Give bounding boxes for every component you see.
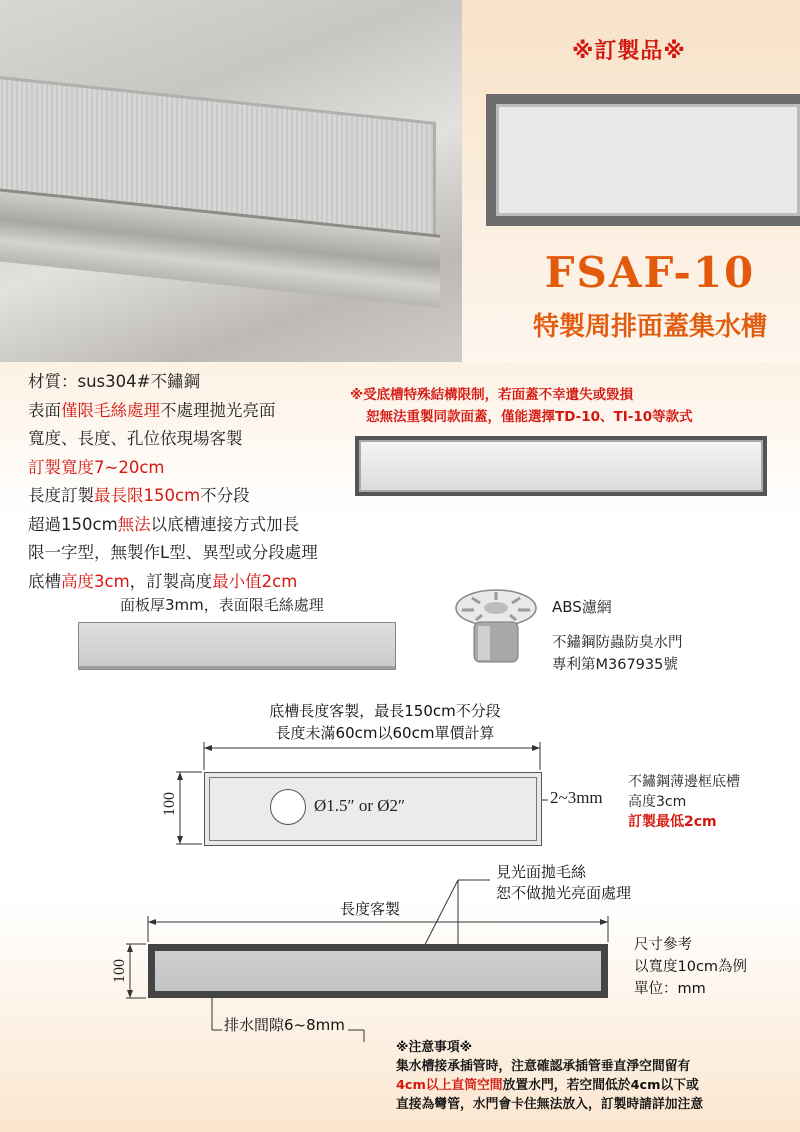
cover-width-label: 100 [111,959,128,983]
warning-note: ※受底槽特殊結構限制，若面蓋不幸遺失或毀損 恕無法重製同款面蓋，僅能選擇TD-10、TI-10等款式 [350,387,693,425]
top-view-photo [486,94,800,226]
model-number: FSAF-10 [544,248,756,297]
spec-extension: 超過150cm無法以底槽連接方式加長 [28,514,300,534]
spec-list [28,368,318,596]
cover-diagram [148,944,608,998]
spec-material: 材質：sus304#不鏽鋼 [28,372,200,391]
drain-hole [270,789,306,825]
spec-shape: 限一字型，無製作L型、異型或分段處理 [28,543,318,562]
drain-gap-label: 排水間隙6~8mm [224,1016,345,1034]
surface-finish-note: 見光面拋毛絲 恕不做拋光亮面處理 [496,863,632,902]
abs-filter-label: ABS濾網 [552,598,612,616]
water-door-patent: 不鏽鋼防蟲防臭水門 專利第M367935號 [552,635,683,673]
product-photo [0,0,462,362]
alternative-cover-image [355,436,767,496]
spec-width: 訂製寬度7~20cm [28,457,165,477]
caution-notes: ※注意事項※ 集水槽接承插管時，注意確認承插管垂直淨空間留有 4cm以上直筒空間放置水門，若空間低於4cm以下或 直接為彎管，水門會卡住無法放入，訂製時請詳加注意 [396,1040,704,1112]
spec-dimensions: 寬度、長度、孔位依現場客製 [28,429,243,448]
size-reference-note: 尺寸參考 以寬度10cm為例 單位：mm [634,937,748,997]
drain-diameter-label: Ø1.5″ or Ø2″ [314,796,406,815]
panel-bar-image [78,622,396,670]
edge-gap-label: 2~3mm [550,788,603,807]
spec-height: 底槽高度3cm，訂製高度最小值2cm [28,571,298,591]
panel-thickness-label: 面板厚3mm，表面限毛絲處理 [120,596,324,614]
width-dimension-label: 100 [161,792,178,816]
filter-strainer-icon [452,586,540,666]
spec-length: 長度訂製最長限150cm不分段 [28,486,250,505]
custom-length-label: 長度客製 [340,900,401,918]
custom-order-tag: ※訂製品※ [572,39,686,64]
product-subtitle: 特製周排面蓋集水槽 [532,312,767,342]
thin-frame-note: 不鏽鋼薄邊框底槽 高度3cm 訂製最低2cm [628,774,740,830]
spec-surface: 表面僅限毛絲處理不處理拋光亮面 [28,400,276,420]
base-tank-length-note: 底槽長度客製，最長150cm不分段 長度未滿60cm以60cm單價計算 [269,702,501,742]
